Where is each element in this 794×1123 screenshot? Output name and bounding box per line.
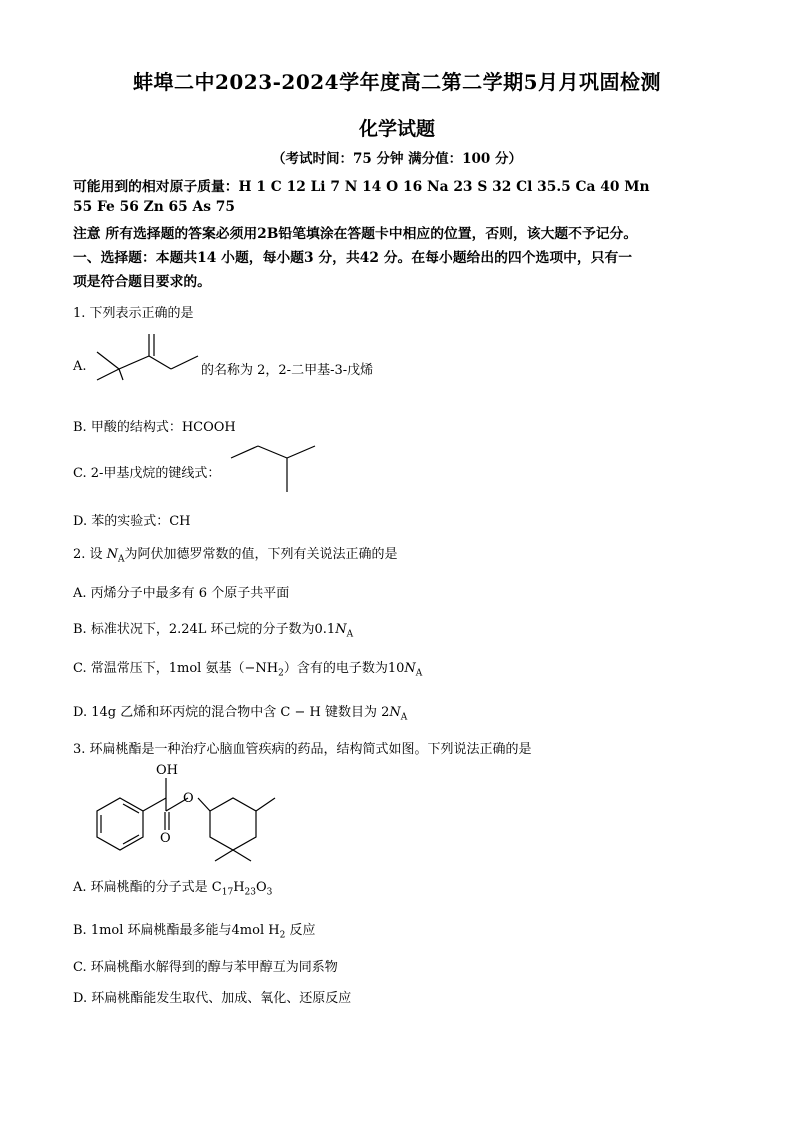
q3-oh-label: OH	[156, 763, 178, 778]
q1-option-c: C. 2-甲基戊烷的键线式：	[73, 466, 221, 481]
q1-option-d: D. 苯的实验式：CH	[73, 514, 191, 529]
q3-option-d: D. 环扁桃酯能发生取代、加成、氧化、还原反应	[73, 991, 352, 1006]
q2-option-a: A. 丙烯分子中最多有 6 个原子共平面	[73, 586, 290, 601]
q3-carbonyl-o-label: O	[160, 831, 171, 846]
q3-option-b: B. 1mol 环扁桃酯最多能与4mol $H_2$ 反应	[73, 923, 316, 941]
page-title: 蚌埠二中2023-2024学年度高二第二学期5月月巩固检测	[132, 70, 662, 94]
q1-option-a-skeletal-structure	[94, 332, 204, 382]
q3-option-a: A. 环扁桃酯的分子式是 $C_{17}H_{23}O_3$	[73, 880, 273, 898]
section-heading-line1: 一、选择题：本题共14 小题，每小题3 分，共42 分。在每小题给出的四个选项中，只有一	[73, 250, 633, 266]
q1-option-a-text: 的名称为 2，2-二甲基-3-戊烯	[201, 363, 374, 378]
notice-text: 注意 所有选择题的答案必须用2B铅笔填涂在答题卡中相应的位置，否则，该大题不予记分。	[73, 226, 638, 242]
atomic-masses-line1: 可能用到的相对原子质量：H 1 C 12 Li 7 N 14 O 16 Na 23 S 32 Cl 35.5 Ca 40 Mn	[73, 179, 650, 195]
question-1-stem: 1. 下列表示正确的是	[73, 306, 194, 321]
q1-option-a-label: A.	[73, 359, 87, 374]
q3-option-c: C. 环扁桃酯水解得到的醇与苯甲醇互为同系物	[73, 960, 338, 975]
q3-ester-o-label: O	[183, 791, 194, 806]
q2-option-d: D. 14g 乙烯和环丙烷的混合物中含 C − H 键数目为 $2N_A$	[73, 705, 408, 723]
atomic-masses-line2: 55 Fe 56 Zn 65 As 75	[73, 199, 236, 215]
q2-option-b: B. 标准状况下，2.24L 环己烷的分子数为$0.1N_A$	[73, 622, 354, 640]
section-heading-line2: 项是符合题目要求的。	[73, 274, 211, 290]
page-subtitle: 化学试题	[358, 118, 435, 140]
q1-option-b: B. 甲酸的结构式：HCOOH	[73, 420, 236, 435]
exam-info: （考试时间：75 分钟 满分值：100 分）	[271, 151, 523, 167]
question-3-stem: 3. 环扁桃酯是一种治疗心脑血管疾病的药品，结构简式如图。下列说法正确的是	[73, 742, 532, 757]
question-2-stem: 2. 设 $N_A$为阿伏加德罗常数的值，下列有关说法正确的是	[73, 547, 398, 565]
q2-option-c: C. 常温常压下，1mol 氨基$(-NH_2)$含有的电子数为$10N_A$	[73, 661, 423, 679]
q1-option-c-skeletal-structure	[229, 444, 319, 494]
q3-cyclandelate-structure	[70, 760, 290, 870]
